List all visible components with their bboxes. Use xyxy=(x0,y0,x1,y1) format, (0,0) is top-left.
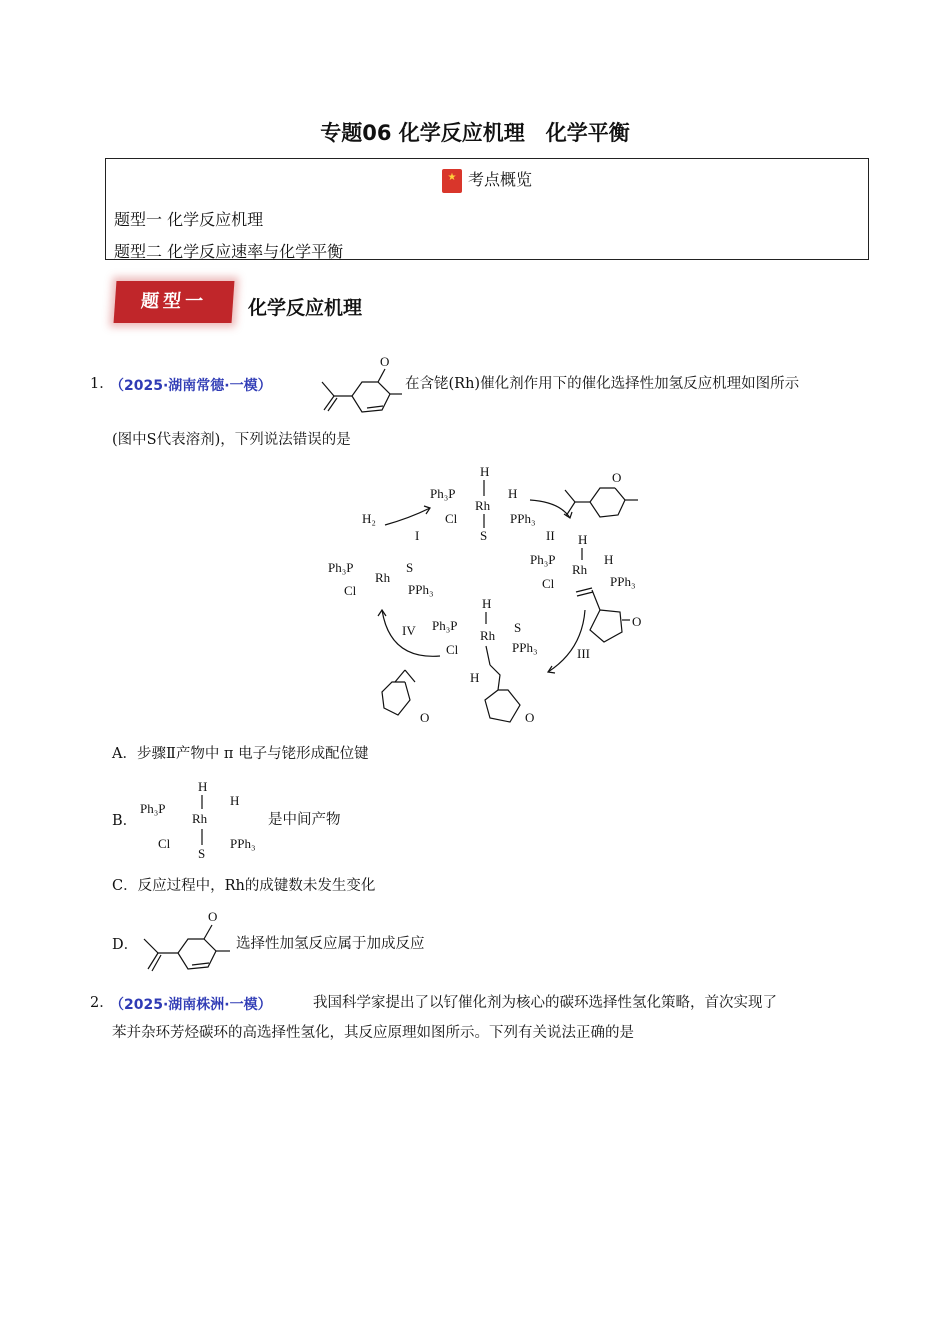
svg-text:H: H xyxy=(480,464,490,479)
svg-text:III: III xyxy=(577,646,590,661)
svg-text:PPh₃: PPh₃ xyxy=(408,582,434,597)
svg-text:PPh₃: PPh₃ xyxy=(512,640,538,655)
svg-text:O: O xyxy=(612,470,622,485)
svg-text:S: S xyxy=(480,528,488,543)
q1-option-c: C．反应过程中，Rh的成键数未发生变化 xyxy=(112,878,376,894)
q1-option-b-text: 是中间产物 xyxy=(268,812,341,828)
q1-source: （2025·湖南常德·一模） xyxy=(110,378,272,394)
section-badge: 题型一 xyxy=(114,281,235,323)
q1-stem-a: 在含铑(Rh)催化剂作用下的催化选择性加氢反应机理如图所示 xyxy=(405,376,800,392)
q1-option-d-text: 选择性加氢反应属于加成反应 xyxy=(236,936,425,952)
rh-complex-structure xyxy=(136,775,266,865)
svg-text:PPh₃: PPh₃ xyxy=(610,574,636,589)
svg-text:Rh: Rh xyxy=(572,562,588,577)
q1-number: 1． xyxy=(90,376,114,392)
svg-text:Ph₃P: Ph₃P xyxy=(430,486,456,501)
svg-text:Ph₃P: Ph₃P xyxy=(432,618,458,633)
svg-text:H₂: H₂ xyxy=(362,511,376,526)
svg-text:H: H xyxy=(578,532,588,547)
svg-text:Ph₃P: Ph₃P xyxy=(530,552,556,567)
svg-text:Rh: Rh xyxy=(480,628,496,643)
page-title: 专题06 化学反应机理 化学平衡 xyxy=(320,121,630,145)
svg-text:Ph₃P: Ph₃P xyxy=(328,560,354,575)
svg-text:H: H xyxy=(604,552,614,567)
q2-stem-a: 我国科学家提出了以钌催化剂为核心的碳环选择性氢化策略，首次实现了 xyxy=(313,995,777,1011)
svg-text:I: I xyxy=(415,528,420,543)
overview-item-1: 题型一 化学反应机理 xyxy=(114,210,264,229)
section-title: 化学反应机理 xyxy=(248,297,363,319)
mechanism-diagram xyxy=(320,460,660,735)
svg-text:O: O xyxy=(525,710,535,725)
flag-icon: ★ xyxy=(442,169,462,193)
carvone-structure-d xyxy=(130,905,234,979)
svg-text:O: O xyxy=(420,710,430,725)
overview-heading: ★ 考点概览 xyxy=(106,167,868,193)
svg-text:S: S xyxy=(406,560,414,575)
overview-box xyxy=(105,158,869,260)
q2-stem-b: 苯并杂环芳烃碳环的高选择性氢化，其反应原理如图所示。下列有关说法正确的是 xyxy=(112,1025,634,1041)
svg-text:Cl: Cl xyxy=(542,576,555,591)
q1-option-b-label: B． xyxy=(112,813,138,829)
svg-text:S: S xyxy=(198,846,206,861)
q2-number: 2． xyxy=(90,995,114,1011)
svg-text:H: H xyxy=(198,779,208,794)
svg-text:O: O xyxy=(380,354,390,369)
svg-text:Cl: Cl xyxy=(445,511,458,526)
overview-item-2: 题型二 化学反应速率与化学平衡 xyxy=(114,242,344,261)
q1-option-d-label: D． xyxy=(112,937,139,953)
svg-text:Ph₃P: Ph₃P xyxy=(140,801,166,816)
q1-option-a: A．步骤Ⅱ产物中 π 电子与铑形成配位键 xyxy=(112,746,369,762)
svg-text:II: II xyxy=(546,528,555,543)
svg-text:Cl: Cl xyxy=(446,642,459,657)
svg-text:H: H xyxy=(470,670,480,685)
svg-text:H: H xyxy=(482,596,492,611)
q1-stem-b: (图中S代表溶剂)，下列说法错误的是 xyxy=(112,432,351,448)
svg-text:O: O xyxy=(632,614,642,629)
svg-text:PPh₃: PPh₃ xyxy=(230,836,256,851)
svg-text:S: S xyxy=(514,620,522,635)
svg-text:Rh: Rh xyxy=(475,498,491,513)
svg-text:H: H xyxy=(230,793,240,808)
svg-text:H: H xyxy=(508,486,518,501)
svg-text:IV: IV xyxy=(402,623,416,638)
svg-text:Rh: Rh xyxy=(192,811,208,826)
svg-text:Rh: Rh xyxy=(375,570,391,585)
svg-text:Cl: Cl xyxy=(158,836,171,851)
svg-text:PPh₃: PPh₃ xyxy=(510,511,536,526)
svg-text:Cl: Cl xyxy=(344,583,357,598)
svg-text:O: O xyxy=(208,909,218,924)
carvone-structure xyxy=(312,350,404,420)
q2-source: （2025·湖南株洲·一模） xyxy=(110,997,272,1013)
